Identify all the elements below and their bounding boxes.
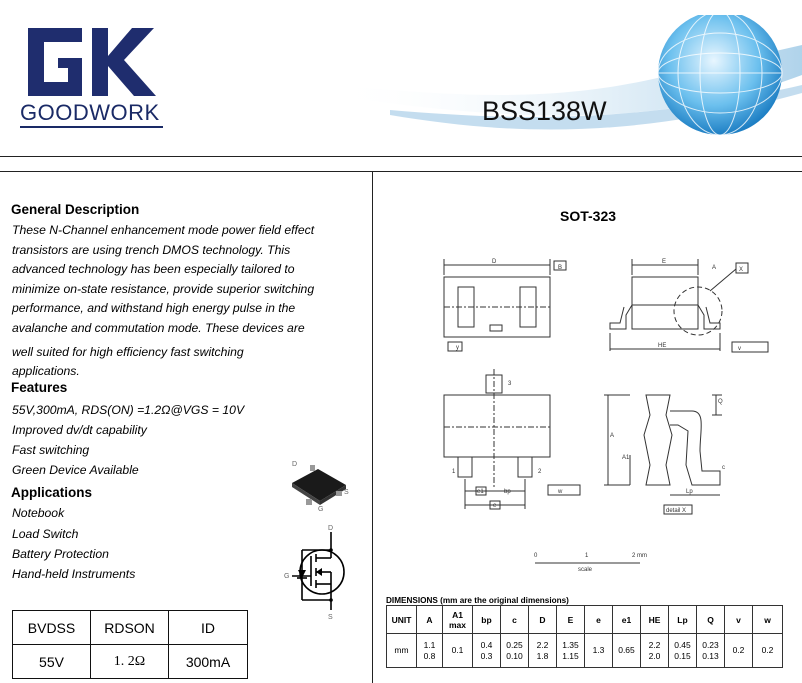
dim-cell: 0.23 0.13: [697, 634, 725, 668]
brand-underline: [20, 126, 163, 128]
dim-label: Q: [718, 399, 723, 405]
dimensions-caption: DIMENSIONS (mm are the original dimensions): [386, 596, 569, 605]
key-specs-table: [12, 610, 248, 679]
dim-unit: mm: [387, 634, 417, 668]
scale-label: 1: [585, 553, 589, 559]
dim-header: c: [501, 606, 529, 634]
header-divider-2: [0, 171, 802, 172]
sot323-package-image: [280, 455, 360, 515]
dim-label: e: [493, 503, 497, 509]
dim-label: X: [739, 267, 744, 273]
pin-label-g: G: [284, 573, 290, 580]
pin-label-s: S: [328, 614, 333, 620]
dim-cell: 1.35 1.15: [557, 634, 585, 668]
dim-cell: 0.65: [613, 634, 641, 668]
application-item: Notebook: [12, 506, 65, 520]
spec-header: RDSON: [91, 611, 169, 645]
dim-label: D: [492, 259, 497, 265]
dim-cell: 0.4 0.3: [473, 634, 501, 668]
application-item: Hand-held Instruments: [12, 567, 136, 581]
header-divider: [0, 156, 802, 157]
dimensions-table: [386, 605, 783, 668]
pin-label-d: D: [328, 525, 334, 532]
dim-label: c: [722, 465, 725, 471]
pin-number: 3: [508, 381, 512, 387]
scale-label: scale: [578, 567, 593, 573]
dim-header: w: [753, 606, 783, 634]
feature-item: 55V,300mA, RDS(ON) =1.2Ω@VGS = 10V: [12, 403, 245, 417]
dim-header: D: [529, 606, 557, 634]
column-divider: [372, 171, 373, 683]
dim-cell: 0.2: [753, 634, 783, 668]
applications-heading: Applications: [11, 485, 93, 500]
spec-value: 300mA: [169, 645, 248, 679]
dim-header: v: [725, 606, 753, 634]
dim-label: w: [558, 489, 563, 495]
dim-header: Lp: [669, 606, 697, 634]
feature-item: Fast switching: [12, 443, 90, 457]
general-description-text: These N-Channel enhancement mode power field effect transistors are using trench DMOS technology. This advanced technology has been especially tailored to minimize on-state resistance, provide superior switching performance, and withstand high energy pulse in the avalanche and commutation mode. These devices are well suited for high efficiency fast switching applications.: [12, 223, 315, 379]
dim-label: A: [712, 265, 717, 271]
scale-label: 0: [534, 553, 538, 559]
dim-label: v: [738, 346, 741, 352]
scale-label: 2 mm: [632, 553, 647, 559]
mosfet-symbol: [282, 520, 362, 620]
dim-cell: 0.45 0.15: [669, 634, 697, 668]
dim-cell: 1.3: [585, 634, 613, 668]
dim-cell: 2.2 2.0: [641, 634, 669, 668]
dim-header: e: [585, 606, 613, 634]
part-number: BSS138W: [482, 96, 607, 126]
dim-header: bp: [473, 606, 501, 634]
dim-cell: 1.1 0.8: [417, 634, 443, 668]
dim-label: y: [456, 345, 459, 351]
gk-logo: [20, 20, 165, 100]
pin-label-s: S: [344, 489, 349, 496]
dim-header: Q: [697, 606, 725, 634]
brand-name: GOODWORK: [20, 100, 160, 125]
spec-header: ID: [169, 611, 248, 645]
spec-value: 55V: [13, 645, 91, 679]
dim-label: E: [662, 259, 667, 265]
feature-item: Green Device Available: [12, 463, 139, 477]
dim-label: B: [558, 265, 563, 271]
pin-number: 2: [538, 469, 542, 475]
dim-label: A: [610, 433, 615, 439]
dim-header: A: [417, 606, 443, 634]
features-heading: Features: [11, 380, 68, 395]
dim-cell: 0.25 0.10: [501, 634, 529, 668]
application-item: Battery Protection: [12, 547, 109, 561]
dim-label: bp: [504, 489, 511, 495]
pin-number: 1: [452, 469, 456, 475]
dim-label: e1: [477, 489, 484, 495]
dim-header: A1 max: [443, 606, 473, 634]
dim-header: E: [557, 606, 585, 634]
dim-cell: 0.1: [443, 634, 473, 668]
dim-label: A1: [622, 455, 630, 461]
general-description-heading: General Description: [11, 202, 140, 217]
package-title: SOT-323: [560, 208, 617, 224]
pin-label-d: D: [292, 461, 298, 468]
application-item: Load Switch: [12, 527, 79, 541]
feature-item: Improved dv/dt capability: [12, 423, 147, 437]
globe-swoosh-graphic: [330, 15, 802, 155]
dim-header: HE: [641, 606, 669, 634]
dim-header: UNIT: [387, 606, 417, 634]
dim-label: Lp: [686, 489, 693, 495]
spec-value: 1. 2Ω: [91, 645, 169, 679]
dim-header: e1: [613, 606, 641, 634]
spec-header: BVDSS: [13, 611, 91, 645]
dim-cell: 0.2: [725, 634, 753, 668]
detail-label: detail X: [666, 508, 687, 514]
pin-label-g: G: [318, 506, 324, 513]
package-outline-drawing: [430, 255, 770, 575]
dim-cell: 2.2 1.8: [529, 634, 557, 668]
dim-label: HE: [658, 343, 667, 349]
